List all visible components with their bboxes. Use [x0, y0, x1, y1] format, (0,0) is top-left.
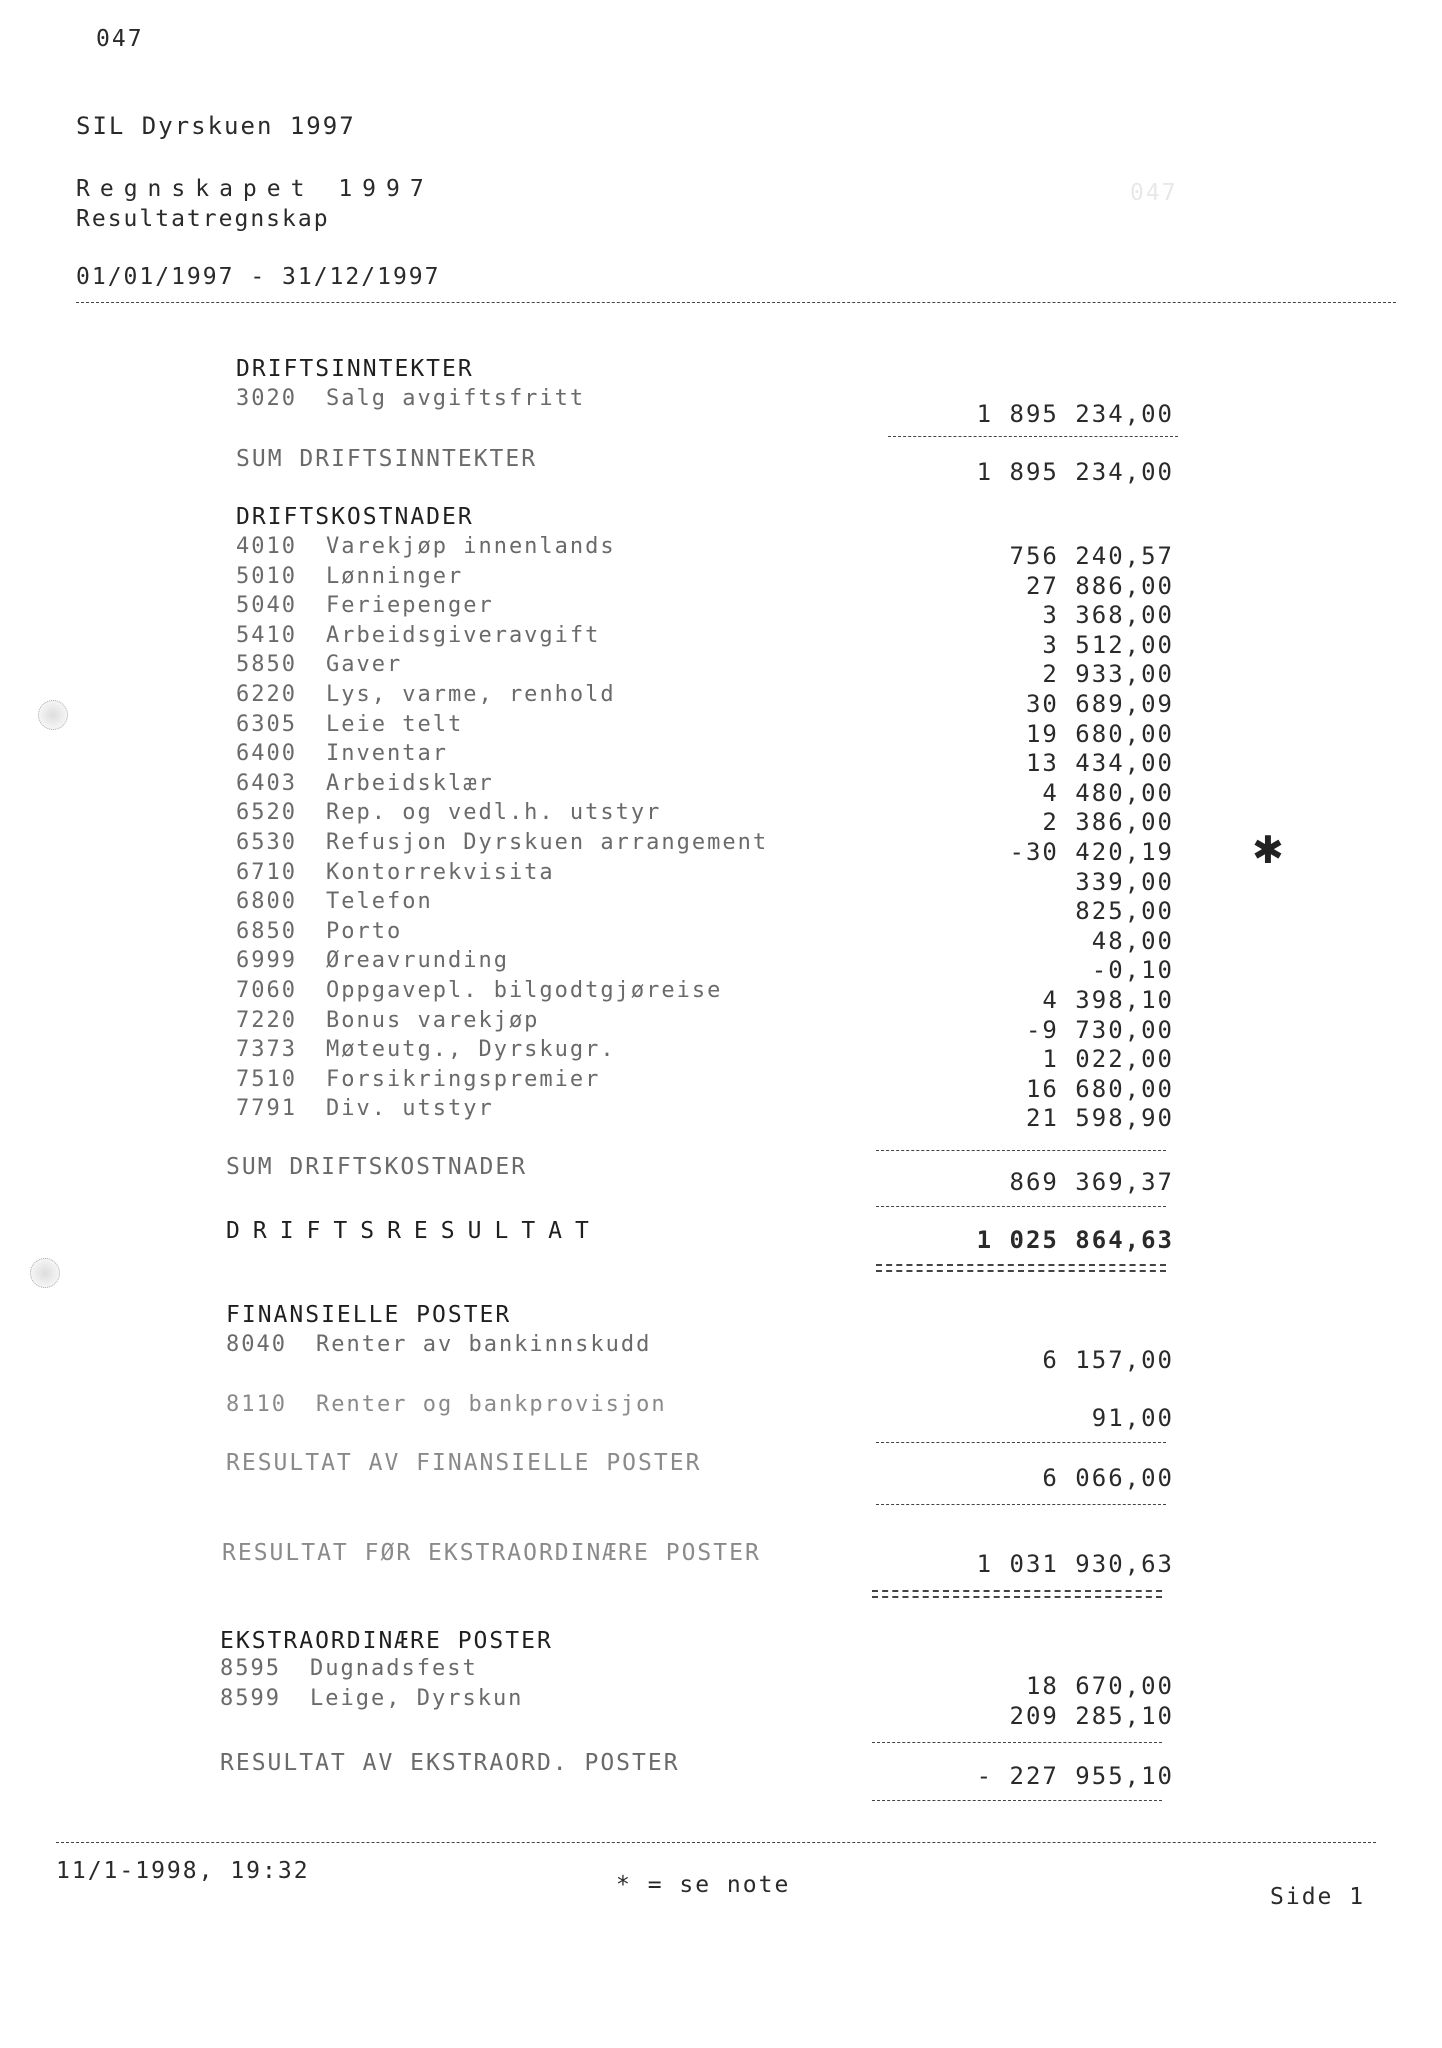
sum-divider: [876, 1206, 1166, 1207]
costs-heading: DRIFTSKOSTNADER: [236, 504, 474, 530]
header-divider: [76, 302, 1396, 303]
org-title: SIL Dyrskuen 1997: [76, 112, 356, 140]
financial-result-amount: 6 066,00: [1042, 1464, 1174, 1492]
account-code: 5010: [236, 564, 297, 589]
line-amount: 209 285,10: [1009, 1702, 1174, 1730]
extraordinary-heading: EKSTRAORDINÆRE POSTER: [220, 1628, 553, 1654]
costs-sum-label: SUM DRIFTSKOSTNADER: [226, 1154, 528, 1180]
line-item: [236, 1008, 539, 1033]
account-label: Møteutg., Dyrskugr.: [326, 1037, 616, 1062]
extraordinary-result-label: RESULTAT AV EKSTRAORD. POSTER: [220, 1750, 680, 1776]
account-label: Leige, Dyrskun: [310, 1686, 524, 1711]
account-code: 8595: [220, 1656, 281, 1681]
report-period: 01/01/1997 - 31/12/1997: [76, 264, 441, 290]
account-code: 6220: [236, 682, 297, 707]
line-amount: 6 157,00: [1042, 1346, 1174, 1374]
operating-result-label: DRIFTSRESULTAT: [226, 1218, 602, 1244]
line-amount: 91,00: [1091, 1404, 1174, 1432]
line-item: [236, 830, 768, 855]
line-item: [226, 1392, 667, 1417]
account-code: 7373: [236, 1037, 297, 1062]
line-amount: 30 689,09: [1025, 690, 1174, 718]
account-code: 8599: [220, 1686, 281, 1711]
line-amount: -9 730,00: [1025, 1016, 1174, 1044]
doc-number: 047: [96, 26, 144, 52]
account-label: Forsikringspremier: [326, 1067, 601, 1092]
asterisk-note-icon: ✱: [1252, 828, 1284, 872]
pre-extra-label: RESULTAT FØR EKSTRAORDINÆRE POSTER: [222, 1540, 761, 1566]
account-label: Renter av bankinnskudd: [316, 1332, 652, 1357]
line-amount: 16 680,00: [1025, 1075, 1174, 1103]
account-code: 6520: [236, 800, 297, 825]
account-code: 6403: [236, 771, 297, 796]
double-underline: [872, 1590, 1162, 1598]
account-label: Refusjon Dyrskuen arrangement: [326, 830, 769, 855]
account-label: Oppgavepl. bilgodtgjøreise: [326, 978, 723, 1003]
line-amount: 27 886,00: [1025, 572, 1174, 600]
account-code: 5040: [236, 593, 297, 618]
line-amount: -30 420,19: [1009, 838, 1174, 866]
line-item: [236, 771, 494, 796]
footer-divider: [56, 1842, 1376, 1843]
revenue-sum-label: SUM DRIFTSINNTEKTER: [236, 446, 538, 472]
extraordinary-result-amount: - 227 955,10: [976, 1762, 1174, 1790]
line-item: [236, 712, 463, 737]
account-label: Kontorrekvisita: [326, 860, 555, 885]
line-item: [236, 889, 433, 914]
punch-hole: [38, 700, 68, 730]
account-label: Lys, varme, renhold: [326, 682, 616, 707]
account-code: 7510: [236, 1067, 297, 1092]
line-item: [236, 682, 616, 707]
account-code: 4010: [236, 534, 297, 559]
line-amount: 13 434,00: [1025, 749, 1174, 777]
line-item: [236, 1037, 616, 1062]
line-item: [236, 1067, 600, 1092]
account-code: 8110: [226, 1392, 287, 1417]
account-label: Salg avgiftsfritt: [326, 386, 586, 411]
line-amount: 1 022,00: [1042, 1045, 1174, 1073]
account-label: Lønninger: [326, 564, 464, 589]
pre-extra-amount: 1 031 930,63: [976, 1550, 1174, 1578]
line-item: [226, 1332, 651, 1357]
account-label: Arbeidsklær: [326, 771, 494, 796]
line-item: [236, 652, 402, 677]
revenue-sum-amount: 1 895 234,00: [976, 458, 1174, 486]
account-label: Inventar: [326, 741, 448, 766]
footer-timestamp: 11/1-1998, 19:32: [56, 1858, 310, 1884]
account-code: 6305: [236, 712, 297, 737]
line-amount: 4 398,10: [1042, 986, 1174, 1014]
account-label: Varekjøp innenlands: [326, 534, 616, 559]
financial-heading: FINANSIELLE POSTER: [226, 1302, 512, 1328]
line-item: [236, 978, 722, 1003]
account-label: Bonus varekjøp: [326, 1008, 540, 1033]
line-amount: 4 480,00: [1042, 779, 1174, 807]
line-amount: 1 895 234,00: [976, 400, 1174, 428]
account-label: Feriepenger: [326, 593, 494, 618]
line-item: [236, 564, 463, 589]
account-label: Øreavrunding: [326, 948, 509, 973]
account-label: Dugnadsfest: [310, 1656, 478, 1681]
line-amount: 339,00: [1075, 868, 1174, 896]
line-item: [236, 948, 509, 973]
line-amount: 18 670,00: [1025, 1672, 1174, 1700]
line-amount: 19 680,00: [1025, 720, 1174, 748]
revenue-heading: DRIFTSINNTEKTER: [236, 356, 474, 382]
account-code: 6800: [236, 889, 297, 914]
line-amount: 2 933,00: [1042, 660, 1174, 688]
account-label: Div. utstyr: [326, 1096, 494, 1121]
line-item: [236, 1096, 494, 1121]
account-code: 6530: [236, 830, 297, 855]
line-amount: 756 240,57: [1009, 542, 1174, 570]
account-code: 6850: [236, 919, 297, 944]
line-amount: 48,00: [1091, 927, 1174, 955]
line-amount: -0,10: [1091, 956, 1174, 984]
line-item: [236, 800, 661, 825]
account-code: 6710: [236, 860, 297, 885]
sum-divider: [876, 1442, 1166, 1443]
footer-page: Side 1: [1270, 1884, 1366, 1910]
line-item: [220, 1656, 478, 1681]
sum-divider: [872, 1742, 1162, 1743]
sum-divider: [876, 1504, 1166, 1505]
account-code: 7791: [236, 1096, 297, 1121]
account-code: 6400: [236, 741, 297, 766]
line-item: [236, 919, 402, 944]
account-label: Gaver: [326, 652, 403, 677]
sum-divider: [872, 1800, 1162, 1801]
financial-result-label: RESULTAT AV FINANSIELLE POSTER: [226, 1450, 702, 1476]
line-item: [236, 593, 494, 618]
report-title: Regnskapet 1997: [76, 176, 434, 202]
account-label: Arbeidsgiveravgift: [326, 623, 601, 648]
report-subtitle: Resultatregnskap: [76, 206, 330, 232]
line-item: [236, 534, 616, 559]
sum-divider: [876, 1150, 1166, 1151]
bleed-through-text: 047: [1130, 180, 1178, 206]
account-code: 7060: [236, 978, 297, 1003]
double-underline: [876, 1264, 1166, 1272]
operating-result-amount: 1 025 864,63: [976, 1226, 1174, 1254]
line-amount: 21 598,90: [1025, 1104, 1174, 1132]
account-label: Renter og bankprovisjon: [316, 1392, 667, 1417]
account-code: 6999: [236, 948, 297, 973]
account-label: Porto: [326, 919, 403, 944]
line-item: [236, 386, 585, 411]
account-label: Rep. og vedl.h. utstyr: [326, 800, 662, 825]
line-item: [236, 860, 555, 885]
line-item: [220, 1686, 523, 1711]
account-code: 7220: [236, 1008, 297, 1033]
account-code: 5410: [236, 623, 297, 648]
account-code: 8040: [226, 1332, 287, 1357]
account-code: 3020: [236, 386, 297, 411]
costs-sum-amount: 869 369,37: [1009, 1168, 1174, 1196]
line-item: [236, 741, 448, 766]
account-label: Telefon: [326, 889, 433, 914]
account-code: 5850: [236, 652, 297, 677]
line-amount: 3 368,00: [1042, 601, 1174, 629]
line-amount: 2 386,00: [1042, 808, 1174, 836]
line-item: [236, 623, 600, 648]
line-amount: 825,00: [1075, 897, 1174, 925]
sum-divider: [888, 436, 1178, 437]
footer-note: * = se note: [616, 1872, 791, 1898]
account-label: Leie telt: [326, 712, 464, 737]
punch-hole: [30, 1258, 60, 1288]
line-amount: 3 512,00: [1042, 631, 1174, 659]
